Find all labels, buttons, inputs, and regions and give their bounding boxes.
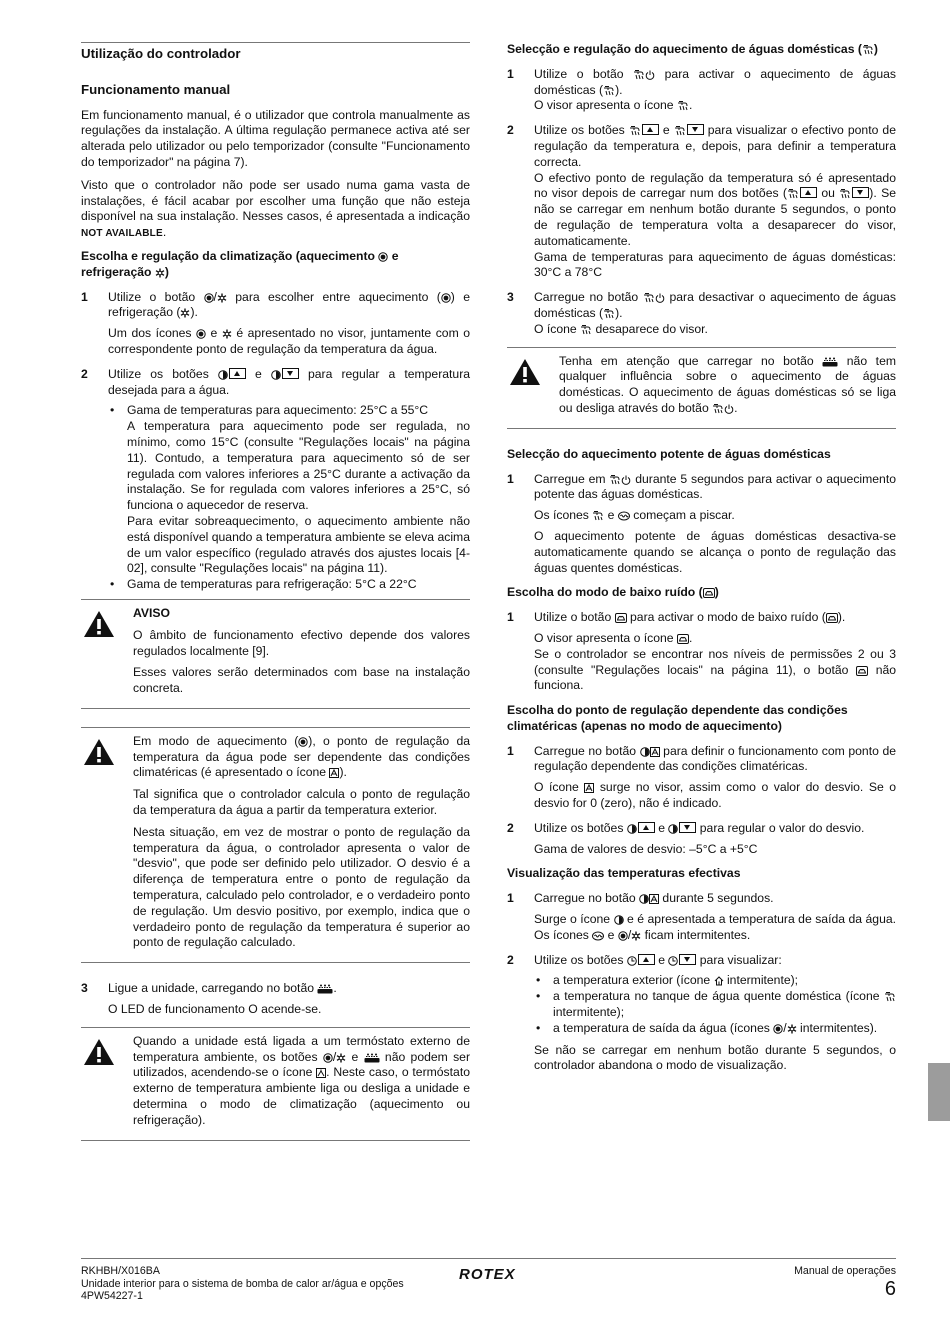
dhw-step-1: 1 Utilize o botão para activar o aquecimento de águas domésticas ( ). O visor apresenta o ícone . — [507, 66, 897, 113]
display-heading: Visualização das temperaturas efectivas — [507, 866, 741, 881]
down-key-icon — [687, 124, 704, 135]
outdoor-house-icon — [714, 976, 724, 986]
page-footer — [81, 1258, 896, 1303]
display-bullet-outlet: • a temperatura de saída da água (ícones / intermitentes). — [536, 1020, 878, 1035]
dhw-tap-icon — [633, 70, 645, 80]
quiet-icon — [677, 634, 689, 644]
heating-icon — [298, 737, 308, 747]
dhw-tap-icon — [674, 126, 686, 136]
power-icon — [645, 70, 655, 80]
power-icon — [655, 293, 665, 303]
up-key-icon — [638, 822, 655, 833]
cooling-range-bullet: • Gama de temperaturas para refrigeração: 5°C a 22°C — [110, 577, 417, 592]
display-step-1: 1 Carregue no botão durante 5 segundos. Surge o ícone e é apresentada a temperatura de saída da água. Os ícones e / ficam intermitentes. — [507, 891, 897, 942]
weather-icon — [329, 768, 339, 778]
heating-range-bullet: • Gama de temperaturas para aquecimento: 25°C a 55°C A temperatura para aquecimento pode ser regulada, no mínimo, como 15°C (consulte "Regulações locais" na página 11). Contudo, a temperatura para aquecimento só de ser regulada com valores inferiores a 25°C durante a activação da instalação. Se for regulada com valores inferiores a 25°C, só funciona o aquecedor de reserva. Para evitar sobreaquecimento, o aquecimento ambiente não está disponível quando a temperatura ambiente se eleva acima de um valor específico (regulado através dos ajustes locais [4-02], consulte "Regulações locais" na página 11). — [110, 403, 470, 576]
quiet-icon — [856, 666, 868, 676]
quiet-icon — [615, 613, 627, 623]
dhw-tap-icon — [643, 293, 655, 303]
quiet-heading: Escolha do modo de baixo ruído ( ) — [507, 585, 719, 600]
warning-icon — [509, 358, 541, 386]
thermostat-icon — [316, 1068, 326, 1078]
dhw-tap-icon — [677, 101, 689, 111]
up-key-icon — [642, 124, 659, 135]
chapter-tab — [928, 1063, 950, 1121]
footer-left — [81, 1265, 404, 1303]
weather-icon — [584, 783, 594, 793]
warning-icon — [83, 610, 115, 638]
section-title: Utilização do controlador — [81, 42, 470, 62]
weather-icon — [649, 894, 659, 904]
heating-icon — [441, 293, 451, 303]
water-outlet-icon — [271, 370, 281, 380]
external-thermostat-note: Quando a unidade está ligada a um termóstato externo de temperatura ambiente, os botões / e não podem ser utilizados, acendendo-se o ícone . Neste caso, o termóstato externo de temperatura ambiente liga ou desliga a unidade e determina o modo de climatização (aquecimento ou refrigeração). — [81, 1027, 470, 1141]
power-icon — [724, 404, 734, 414]
not-available-label: NOT AVAILABLE — [81, 228, 163, 240]
warning-icon — [83, 1038, 115, 1066]
aviso-title: AVISO — [133, 605, 171, 620]
doc-reference: 4PW54227-1 — [81, 1290, 143, 1303]
water-outlet-icon — [627, 824, 637, 834]
dhw-tap-icon — [839, 189, 851, 199]
footer-right — [794, 1265, 896, 1300]
manual-operation-heading: Funcionamento manual — [81, 81, 231, 97]
heating-icon — [618, 931, 628, 941]
climate-step-1: 1 Utilize o botão / para escolher entre aquecimento ( ) e refrigeração ( ). Um dos ícones e é apresentado no visor, juntamente com o correspondente ponto de regulação da temperatura da água. — [81, 289, 471, 356]
cooling-icon — [217, 293, 227, 303]
heating-icon — [196, 329, 206, 339]
left-column — [81, 42, 470, 1159]
brand-logo: ROTEX — [459, 1266, 516, 1283]
up-key-icon — [638, 954, 655, 965]
up-key-icon — [800, 187, 817, 198]
climate-heading: Escolha e regulação da climatização (aquecimento e refrigeração ) — [81, 248, 399, 279]
water-outlet-icon — [614, 915, 624, 925]
heating-icon — [323, 1053, 333, 1063]
dhw-tap-icon — [603, 86, 615, 96]
powerful-icon — [618, 511, 630, 521]
display-bullet-tank: • a temperatura no tanque de água quente doméstica (ícone intermitente); — [534, 989, 896, 1021]
powerful-heading: Selecção do aquecimento potente de águas domésticas — [507, 446, 831, 461]
page-number: 6 — [884, 1277, 896, 1300]
quiet-icon — [703, 588, 715, 598]
onoff-dhw-note: Tenha em atenção que carregar no botão não tem qualquer influência sobre o aquecimento de águas domésticas. O aquecimento de águas domésticas só se liga ou desliga através do botão . — [507, 347, 896, 429]
down-key-icon — [679, 822, 696, 833]
powerful-step-1: 1 Carregue em durante 5 segundos para activar o aquecimento potente das águas domésticas. Os ícones e começam a piscar. O aquecimento potente de águas domésticas desactiva-se automaticamente quando se alcança o ponto de regulação das águas quentes domésticas. — [507, 471, 896, 575]
cooling-icon — [787, 1024, 797, 1034]
water-outlet-icon — [640, 747, 650, 757]
weather-dependent-note: Em modo de aquecimento ( ), o ponto de regulação da temperatura da água pode ser dependente das condições climatéricas (é apresentado o ícone ). Tal significa que o controlador calcula o ponto de regulação da temperatura da água a partir da temperatura exterior. Nesta situação, em vez de mostrar o ponto de regulação da temperatura da água, o controlador apresenta o valor de "desvio", que pode ser definido pelo utilizador. O desvio é a diferença de temperatura entre o ponto de regulação da temperatura, calculado pelo controlador, e o verdadeiro ponto de regulação. Um desvio positivo, por exemplo, indica que o verdadeiro ponto de regulação da temperatura é superior ao ponto de regulação calculado. — [81, 727, 470, 963]
dhw-tap-icon — [609, 475, 621, 485]
down-key-icon — [282, 368, 299, 379]
powerful-icon — [592, 931, 604, 941]
cooling-icon — [336, 1053, 346, 1063]
heating-icon — [773, 1024, 783, 1034]
heating-icon — [204, 293, 214, 303]
weather-icon — [650, 747, 660, 757]
dhw-tap-icon — [603, 309, 615, 319]
display-step-2: 2 Utilize os botões e para visualizar: • a temperatura exterior (ícone intermitente); • a temperatura no tanque de água quente doméstica (ícone intermitente); • a temperatura de saída da água (ícones / intermitentes). Se não se carregar em nenhum botão durante 5 segundos, o controlador abandona o modo de visualização. — [507, 952, 896, 1073]
on-off-icon — [364, 1053, 380, 1063]
dhw-step-3: 3 Carregue no botão para desactivar o aquecimento de águas domésticas ( ). O ícone desaparece do visor. — [507, 290, 897, 336]
weather-step-1: 1 Carregue no botão para definir o funcionamento com ponto de regulação dependente das condições climatéricas. O ícone surge no visor, assim como o valor do desvio. Se o desvio for 0 (zero), não é indicado. — [507, 743, 897, 811]
power-icon — [621, 475, 631, 485]
weather-step-2: 2 Utilize os botões e para regular o valor do desvio. Gama de valores de desvio: –5°C a +5°C — [507, 820, 865, 856]
weather-heading: Escolha do ponto de regulação dependente das condições climatéricas (apenas no modo de aquecimento) — [507, 703, 848, 733]
down-key-icon — [852, 187, 869, 198]
water-outlet-icon — [218, 370, 228, 380]
cooling-icon — [180, 308, 190, 318]
clock-icon — [668, 956, 678, 966]
dhw-tap-icon — [629, 126, 641, 136]
dhw-heading: Selecção e regulação do aquecimento de águas domésticas ( ) — [507, 42, 878, 56]
cooling-icon — [631, 931, 641, 941]
intro-paragraph-1: Em funcionamento manual, é o utilizador que controla manualmente as regulações da instalação. A última regulação permanece activa até ser alterada pelo utilizador ou pelo temporizador (consulte "Funcionamento do temporizador" na página 7). — [81, 107, 470, 169]
quiet-icon — [826, 613, 838, 623]
on-off-icon — [317, 984, 333, 994]
cooling-icon — [155, 268, 165, 278]
dhw-step-2: 2 Utilize os botões e para visualizar o efectivo ponto de regulação da temperatura e, depois, para definir a temperatura correcta. O efectivo ponto de regulação da temperatura só é apresentado no visor depois de carregar num dos botões ( ou ). Se não se carregar em nenhum botão durante 5 segundos, o ponto de regulação de temperatura volta a desaparecer do visor, automaticamente. Gama de temperaturas para aquecimento de águas domésticas: 30°C a 78°C — [507, 123, 896, 280]
intro-paragraph-2: Visto que o controlador não pode ser usado numa gama vasta de instalações, é fácil acabar por escolher uma função que não esteja disponível na sua instalação. Nesses casos, é apresentada a indicação NOT AVAILABLE. — [81, 177, 470, 240]
warning-icon — [83, 738, 115, 766]
quiet-step-1: 1 Utilize o botão para activar o modo de baixo ruído ( ). O visor apresenta o ícone . Se o controlador se encontrar nos níveis de permissões 2 ou 3 (consulte "Regulações locais" na página 11), o botão não funciona. — [507, 610, 897, 693]
unit-description: Unidade interior para o sistema de bomba de calor ar/água e opções — [81, 1277, 404, 1290]
climate-step-2: 2 Utilize os botões e para regular a temperatura desejada para a água. • Gama de temperaturas para aquecimento: 25°C a 55°C A temperatura para aquecimento pode ser regulada, no mínimo, como 15°C (consulte "Regulações locais" na página 11). Contudo, a temperatura para aquecimento só de ser regulada com valores inferiores a 25°C durante a activação da instalação. Se for regulada com valores inferiores a 25°C, só funciona o aquecedor de reserva. Para evitar sobreaquecimento, o aquecimento ambiente não está disponível quando a temperatura ambiente se eleva acima de um valor específico (regulado através dos ajustes locais [4-02], consulte "Regulações locais" na página 11). • Gama de temperaturas para refrigeração: 5°C a 22°C — [81, 366, 471, 592]
cooling-icon — [222, 329, 232, 339]
up-key-icon — [229, 368, 246, 379]
clock-icon — [627, 956, 637, 966]
manual-title: Manual de operações — [794, 1265, 896, 1277]
right-column — [507, 42, 896, 1083]
heating-icon — [378, 252, 388, 262]
on-off-icon — [822, 357, 838, 367]
dhw-tap-icon — [787, 189, 799, 199]
dhw-tap-icon — [862, 45, 874, 55]
water-outlet-icon — [668, 824, 678, 834]
down-key-icon — [679, 954, 696, 965]
water-outlet-icon — [639, 894, 649, 904]
dhw-tap-icon — [884, 992, 896, 1002]
dhw-tap-icon — [712, 404, 724, 414]
climate-step-3: 3 Ligue a unidade, carregando no botão . O LED de funcionamento O acende-se. — [81, 981, 337, 1017]
dhw-tap-icon — [592, 511, 604, 521]
model-code: RKHBH/X016BA — [81, 1265, 160, 1277]
dhw-tap-icon — [580, 325, 592, 335]
display-bullet-outdoor: • a temperatura exterior (ícone intermitente); — [536, 973, 799, 988]
aviso-note: AVISO O âmbito de funcionamento efectivo depende dos valores regulados localmente [9]. Esses valores serão determinados com base na instalação concreta. — [81, 599, 470, 709]
